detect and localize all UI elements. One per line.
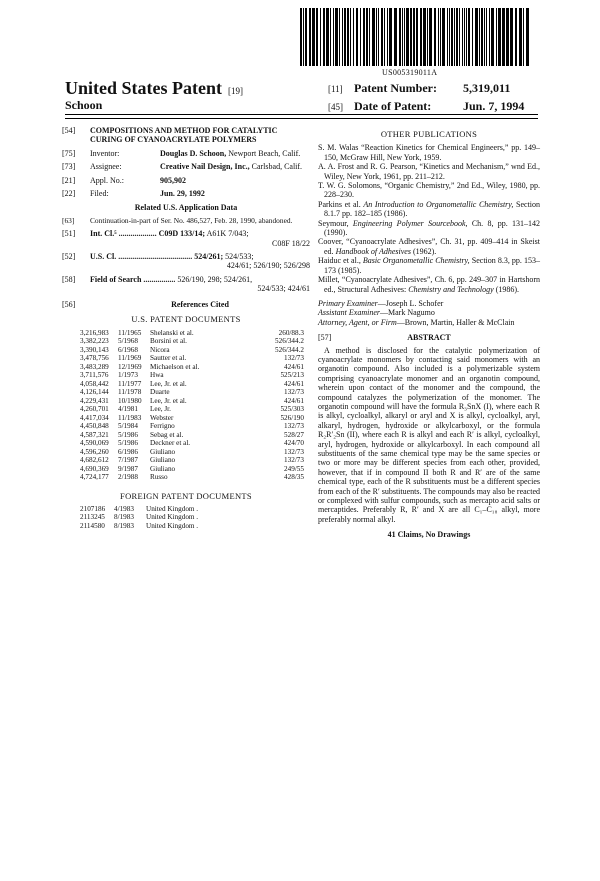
- foreign-patent-row: 2113245 8/1983 United Kingdom .: [80, 513, 199, 522]
- us-docs-title: U.S. PATENT DOCUMENTS: [131, 314, 241, 325]
- abstract-text: A method is disclosed for the catalytic polymerization of cyanoacrylate monomers by contacting said monomers with an organotin compound. Also included is a polymerizable system comprising cyanoacrylate monomer and an organotin compound, wherein upon contact of the monomer and the compound, the compound catalyzes the polymerization of the monomer. The organotin compound will have the formula R₃SnX (I), where each R is alkyl, cycloalkyl, alkaryl or aryl and X is alkyl, cycloalkyl, aryl, alkaryl, hydrogen, hydroxide or alkylcarboxyl, or the formula R₂R′₂Sn (II), where each R is alkyl and each R′ is alkyl, cycloalkyl, aryl, hydrogen, hydroxide or alkylcarboxyl. In each compound all substituents of the same chemical type may be the same species or two or more may be different species from each other, provided, however, that if in compound II both R and R′ are of the same chemical type, each of the R substituents must be a different species from each of the R′ substituents. The compounds may also be reacted or complexed with sulfur compounds, such as mercapto acid salts or mercaptides. Preferably R, R′ and X are all C₁–C₁₈ alkyl, more preferably normal alkyl.: [318, 345, 540, 524]
- us-patent-row: 3,390,143 6/1968 Nicora 526/344.2: [80, 345, 304, 354]
- barcode: [300, 8, 532, 66]
- patent-number-line: [11] Patent Number: 5,319,011: [328, 81, 511, 95]
- publication-item: S. M. Walas “Reaction Kinetics for Chemical Engineers,” pp. 149–150, McGraw Hill, New York, 1959.: [318, 143, 540, 162]
- publication-number: US005319011A: [382, 68, 438, 77]
- us-patent-row: 4,590,069 5/1986 Deckner et al. 424/70: [80, 439, 304, 447]
- foreign-patent-row: 2107186 4/1983 United Kingdom .: [80, 504, 199, 513]
- us-patent-row: 3,216,983 11/1965 Shelanski et al. 260/88.3: [80, 328, 304, 337]
- foreign-patent-row: 2114580 8/1983 United Kingdom .: [80, 521, 199, 530]
- patent-number: 5,319,011: [463, 81, 511, 95]
- left-column: [62, 126, 310, 530]
- refs-field: [56] References Cited: [62, 299, 229, 309]
- us-patent-row: 4,417,034 11/1983 Webster 526/190: [80, 413, 304, 422]
- header-rule-thin: [65, 118, 538, 119]
- filed-field: [22] Filed: Jun. 29, 1992: [62, 189, 205, 199]
- date-line: [45] Date of Patent: Jun. 7, 1994: [328, 99, 525, 113]
- us-patent-table: [80, 329, 304, 482]
- us-patent-row: 4,724,177 2/1988 Russo 428/35: [80, 473, 304, 481]
- uscl-field: [52] U.S. Cl. ..................................... 524/261; 524/533; 424/61; 526/190; 526/298: [62, 252, 310, 271]
- publication-item: Seymour, Engineering Polymer Sourcebook, Ch. 8, pp. 131–142 (1990).: [318, 218, 541, 238]
- us-patent-row: 3,382,223 5/1968 Borsini et al. 526/344.2: [80, 337, 304, 345]
- foreign-docs-title: FOREIGN PATENT DOCUMENTS: [120, 490, 252, 501]
- us-patent-row: 4,058,442 11/1977 Lee, Jr. et al. 424/61: [80, 379, 304, 388]
- publication-item: Haiduc et al., Basic Organometallic Chemistry, Section 8.3, pp. 153–173 (1985).: [318, 256, 541, 275]
- publication-item: Millet, “Cyanoacrylate Adhesives”, Ch. 6, pp. 249–307 in Hartshorn ed., Structural Adhesives: Chemistry and Technology (1986).: [318, 275, 540, 294]
- appl-field: [21] Appl. No.: 905,902: [62, 175, 186, 185]
- publication-item: T. W. G. Solomons, “Organic Chemistry,” 2nd Ed., Wiley, 1980, pp. 228–230.: [318, 181, 540, 200]
- right-column: [318, 126, 540, 540]
- us-patent-row: 4,260,701 4/1981 Lee, Jr. 525/303: [80, 405, 304, 413]
- examiners: [318, 299, 540, 327]
- inventor-surname: Schoon: [65, 98, 103, 112]
- us-patent-row: 4,126,144 11/1978 Duarte 132/73: [80, 388, 304, 396]
- related-data-title: Related U.S. Application Data: [134, 203, 238, 213]
- patent-title: COMPOSITIONS AND METHOD FOR CATALYTIC CURING OF CYANOACRYLATE POLYMERS: [90, 126, 278, 145]
- inventor-field: [75] Inventor: Douglas D. Schoon, Newport Beach, Calif.: [62, 148, 301, 158]
- publication-item: Coover, “Cyanoacrylate Adhesives”, Ch. 31, pp. 409–414 in Skeist ed. Handbook of Adhesives (1962).: [318, 237, 540, 256]
- us-patent-row: 4,682,612 7/1987 Giuliano 132/73: [80, 456, 304, 464]
- us-patent-row: 4,450,848 5/1984 Ferrigno 132/73: [80, 422, 304, 430]
- intcl-field: [51] Int. Cl.⁵ ................... C09D 133/14; A61K 7/043; C08F 18/22: [62, 229, 310, 248]
- abstract-header: [57] ABSTRACT: [318, 333, 451, 343]
- country-title: United States Patent [19]: [65, 78, 243, 98]
- publication-item: A. A. Frost and R. G. Pearson, “Kinetics and Mechanism,” wnd Ed., Wiley, New York, 1961, pp. 211–212.: [318, 162, 540, 181]
- us-patent-row: 3,711,576 1/1973 Hwa 525/213: [80, 371, 304, 379]
- us-patent-row: 3,483,289 12/1969 Michaelson et al. 424/61: [80, 362, 304, 371]
- assistant-examiner: Assistant Examiner—Mark Nagumo: [318, 308, 435, 318]
- publication-item: Parkins et al. An Introduction to Organometallic Chemistry, Section 8.1.7 pp. 182–185 (1986).: [318, 199, 541, 219]
- primary-examiner: Primary Examiner—Joseph L. Schofer: [318, 298, 444, 308]
- title-field: [54] COMPOSITIONS AND METHOD FOR CATALYTIC CURING OF CYANOACRYLATE POLYMERS: [62, 126, 310, 145]
- us-patent-row: 3,478,756 11/1969 Sautter et al. 132/73: [80, 354, 304, 362]
- other-pubs-title: OTHER PUBLICATIONS: [380, 129, 478, 139]
- header-rule: [65, 114, 538, 115]
- us-patent-row: 4,229,431 10/1980 Lee, Jr. et al. 424/61: [80, 396, 304, 405]
- assignee-field: [73] Assignee: Creative Nail Design, Inc., Carlsbad, Calif.: [62, 162, 303, 172]
- us-patent-row: 4,690,369 9/1987 Giuliano 249/55: [80, 464, 304, 473]
- search-field: [58] Field of Search ................ 526/190, 298; 524/261, 524/533; 424/61: [62, 274, 310, 294]
- claims-count: 41 Claims, No Drawings: [387, 530, 471, 540]
- us-patent-row: 4,596,260 6/1986 Giuliano 132/73: [80, 447, 304, 456]
- foreign-patent-table: [80, 505, 198, 531]
- patent-date: Jun. 7, 1994: [463, 99, 525, 113]
- continuation-field: [63] Continuation-in-part of Ser. No. 486,527, Feb. 28, 1990, abandoned.: [62, 215, 293, 225]
- attorney: Attorney, Agent, or Firm—Brown, Martin, Haller & McClain: [318, 317, 515, 327]
- other-publications: [318, 143, 540, 294]
- us-patent-row: 4,587,321 5/1986 Sebag et al. 528/27: [80, 430, 304, 439]
